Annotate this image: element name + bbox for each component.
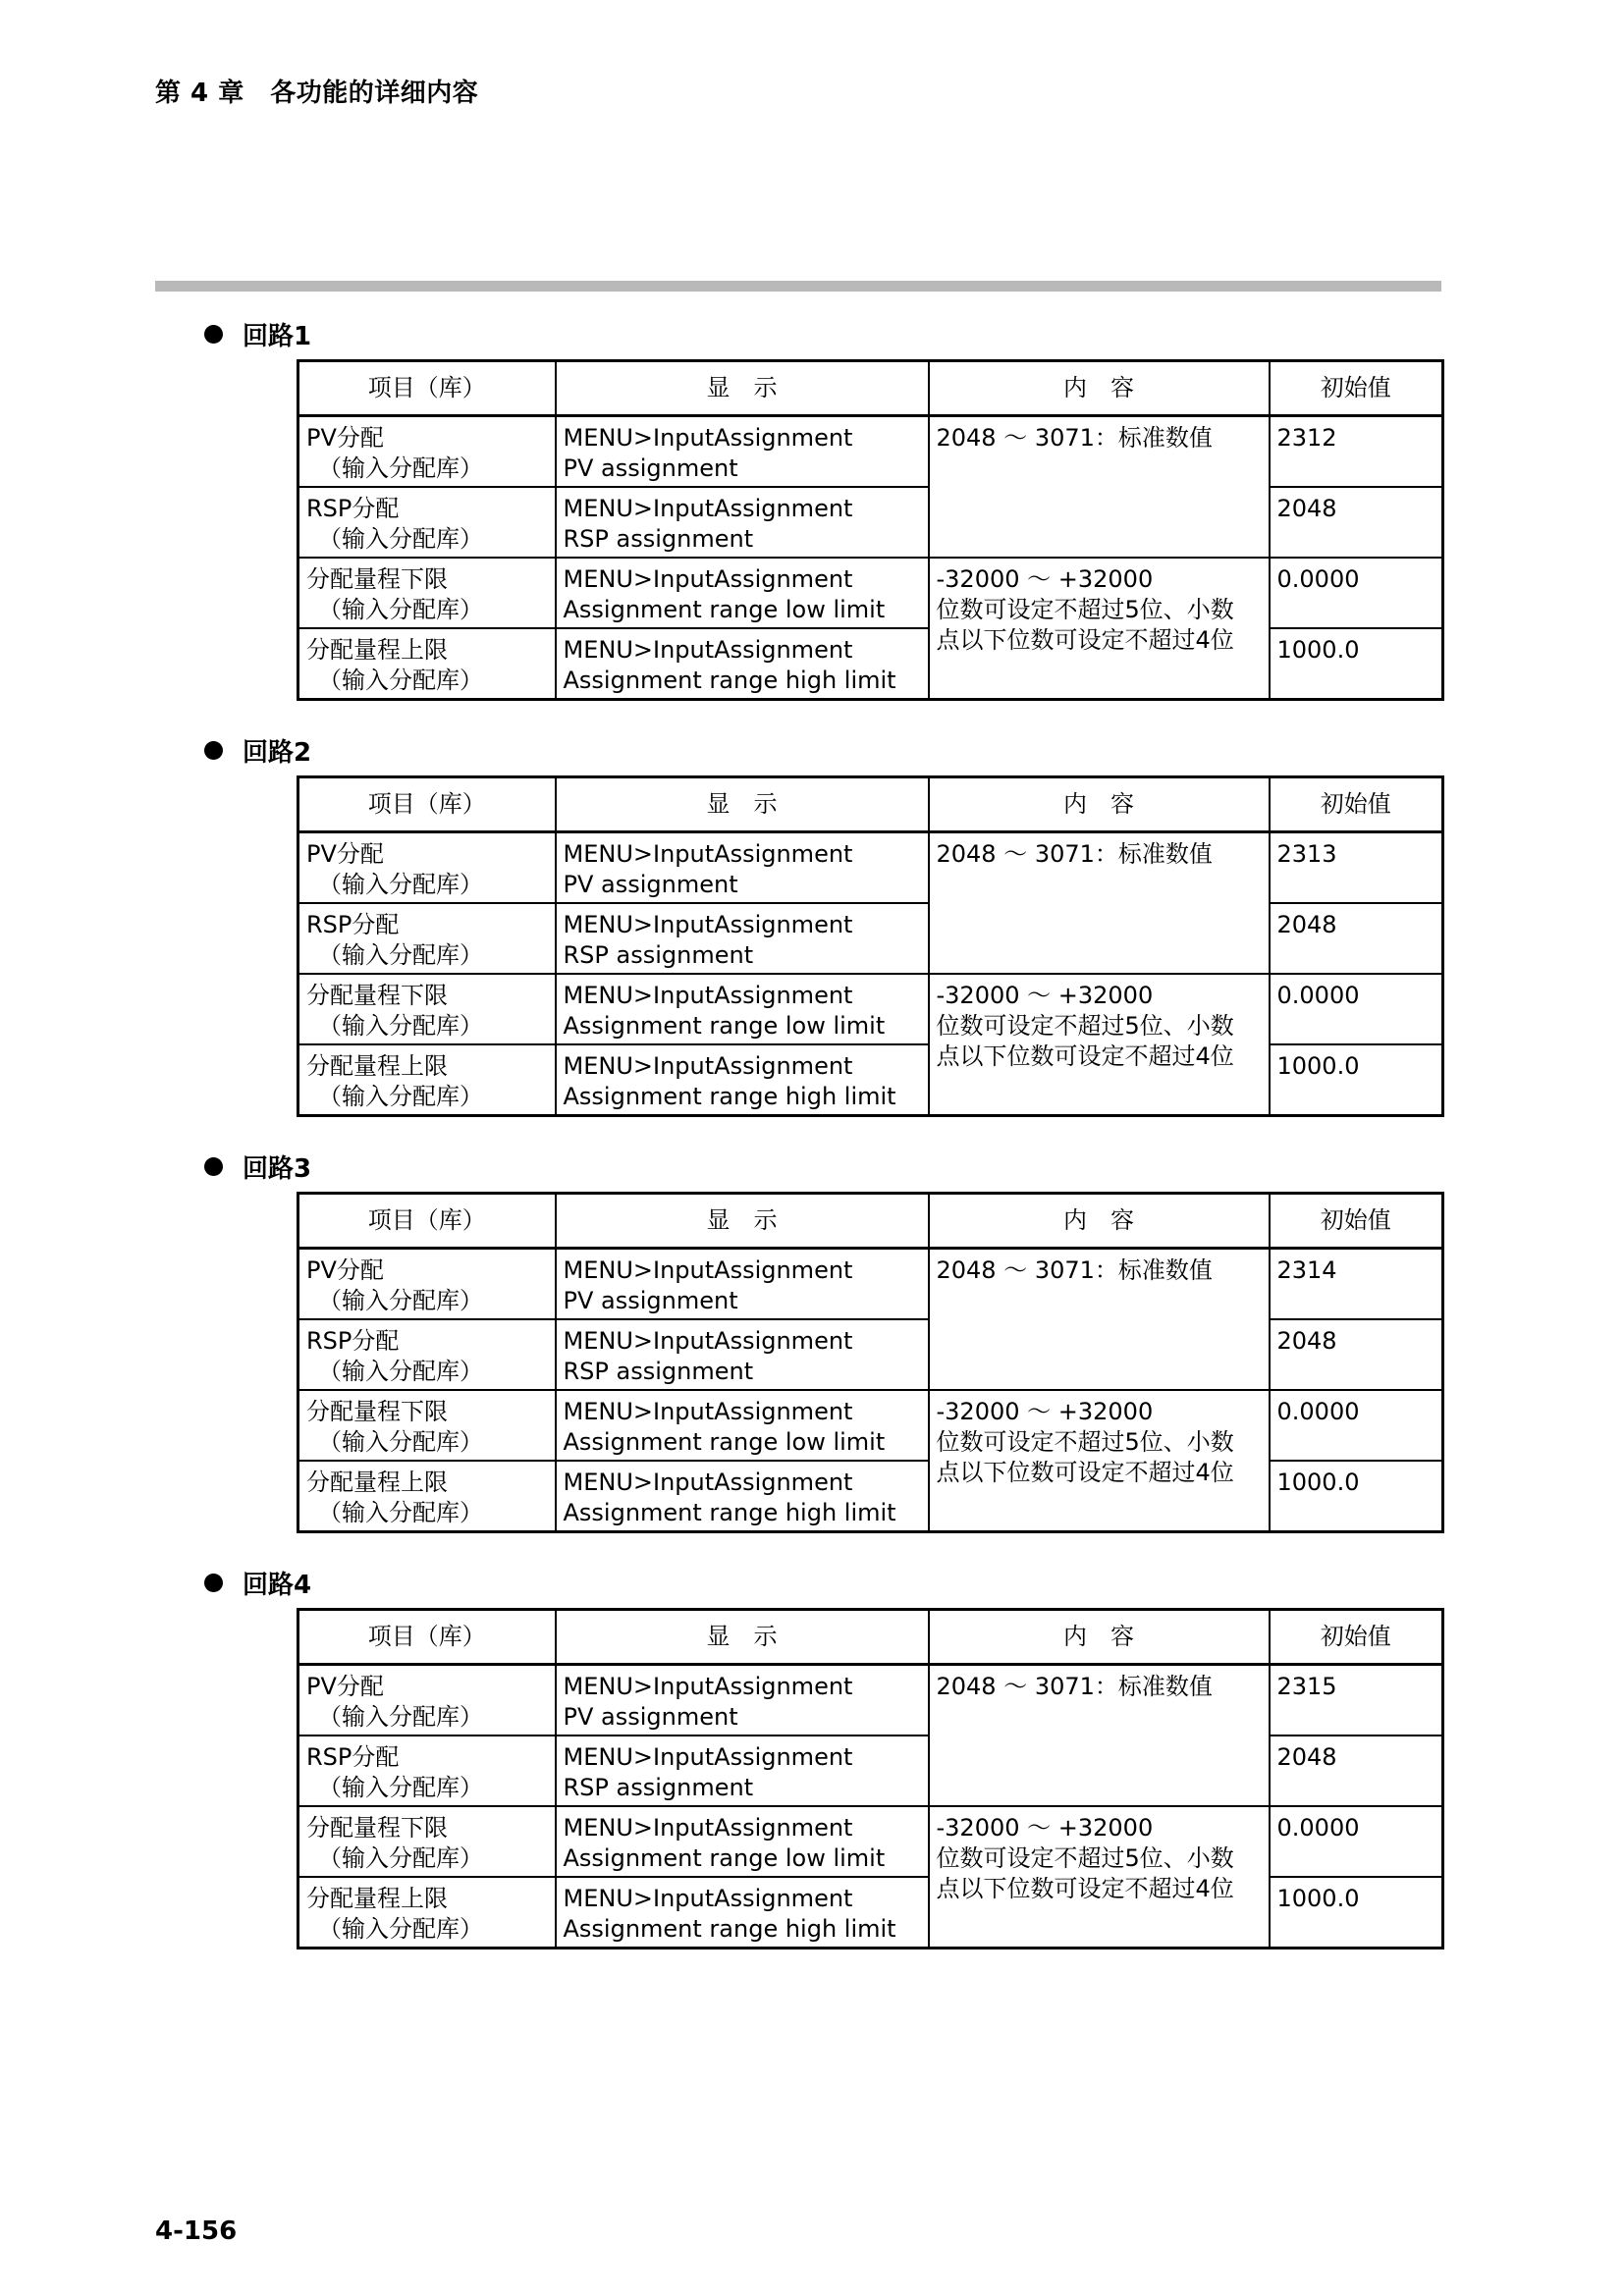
content-cell <box>929 1806 1270 1949</box>
display-name: Assignment range low limit <box>563 1012 886 1040</box>
item-name: 分配量程下限 <box>306 1814 448 1842</box>
section-heading-label: 回路4 <box>243 1571 312 1600</box>
section-heading-label: 回路1 <box>243 322 312 351</box>
initial-value: 0.0000 <box>1270 1806 1443 1877</box>
menu-path: MENU>InputAssignment <box>563 424 853 452</box>
item-cell <box>298 628 556 700</box>
display-cell <box>556 903 929 974</box>
item-library: （输入分配库） <box>318 1083 483 1110</box>
initial-value: 0.0000 <box>1270 974 1443 1044</box>
menu-path: MENU>InputAssignment <box>563 1256 853 1284</box>
display-cell <box>556 416 929 488</box>
content-range: 2048 ～ 3071：标准数值 <box>936 840 1213 868</box>
display-cell <box>556 1735 929 1806</box>
content-note: 位数可设定不超过5位、小数 <box>936 1012 1234 1040</box>
initial-value: 2048 <box>1270 1735 1443 1806</box>
display-cell <box>556 487 929 558</box>
item-library: （输入分配库） <box>318 596 483 623</box>
item-name: 分配量程上限 <box>306 636 448 664</box>
header-content: 内 容 <box>929 1610 1270 1665</box>
item-cell <box>298 416 556 488</box>
display-cell <box>556 1319 929 1390</box>
content-note: 点以下位数可设定不超过4位 <box>936 1875 1234 1902</box>
content-cell <box>929 416 1270 559</box>
display-name: Assignment range low limit <box>563 596 886 623</box>
item-cell <box>298 1249 556 1320</box>
table-row <box>298 1735 1443 1806</box>
header-item: 项目（库） <box>298 361 556 416</box>
menu-path: MENU>InputAssignment <box>563 1885 853 1912</box>
item-cell <box>298 1044 556 1116</box>
item-library: （输入分配库） <box>318 1774 483 1801</box>
bullet-icon <box>204 741 223 760</box>
table-row <box>298 558 1443 628</box>
header-initial: 初始值 <box>1270 1610 1443 1665</box>
item-name: 分配量程上限 <box>306 1885 448 1912</box>
display-name: Assignment range high limit <box>563 1499 896 1526</box>
item-cell <box>298 903 556 974</box>
item-library: （输入分配库） <box>318 871 483 898</box>
menu-path: MENU>InputAssignment <box>563 495 853 522</box>
header-content: 内 容 <box>929 777 1270 832</box>
display-name: Assignment range low limit <box>563 1844 886 1872</box>
item-cell <box>298 1877 556 1949</box>
table-row <box>298 1044 1443 1116</box>
item-name: RSP分配 <box>306 495 400 522</box>
table-row <box>298 1877 1443 1949</box>
item-cell <box>298 1665 556 1736</box>
initial-value: 2048 <box>1270 1319 1443 1390</box>
item-cell <box>298 487 556 558</box>
menu-path: MENU>InputAssignment <box>563 565 853 593</box>
section-heading <box>204 732 311 769</box>
table-row <box>298 974 1443 1044</box>
table-header-row <box>298 361 1443 416</box>
table-row <box>298 1319 1443 1390</box>
menu-path: MENU>InputAssignment <box>563 1052 853 1080</box>
item-cell <box>298 832 556 904</box>
item-cell <box>298 558 556 628</box>
menu-path: MENU>InputAssignment <box>563 1398 853 1425</box>
display-name: RSP assignment <box>563 941 754 969</box>
display-name: Assignment range high limit <box>563 667 896 694</box>
header-display: 显 示 <box>556 1194 929 1249</box>
table-row <box>298 1806 1443 1877</box>
item-library: （输入分配库） <box>318 667 483 694</box>
initial-value: 0.0000 <box>1270 558 1443 628</box>
initial-value: 2048 <box>1270 487 1443 558</box>
item-library: （输入分配库） <box>318 1287 483 1314</box>
content-note: 点以下位数可设定不超过4位 <box>936 1042 1234 1070</box>
page-number: 4-156 <box>155 2216 238 2246</box>
bullet-icon <box>204 325 223 344</box>
table-row <box>298 1249 1443 1320</box>
content-cell <box>929 1390 1270 1532</box>
header-display: 显 示 <box>556 361 929 416</box>
parameter-table <box>297 775 1444 1117</box>
display-name: PV assignment <box>563 871 738 898</box>
content-range: -32000 ～ +32000 <box>936 982 1154 1009</box>
display-cell <box>556 1877 929 1949</box>
content-note: 位数可设定不超过5位、小数 <box>936 1428 1234 1456</box>
item-library: （输入分配库） <box>318 1844 483 1872</box>
table-header-row <box>298 777 1443 832</box>
menu-path: MENU>InputAssignment <box>563 1468 853 1496</box>
content-note: 位数可设定不超过5位、小数 <box>936 1844 1234 1872</box>
display-cell <box>556 1461 929 1532</box>
header-display: 显 示 <box>556 1610 929 1665</box>
table-row <box>298 1665 1443 1736</box>
initial-value: 1000.0 <box>1270 1044 1443 1116</box>
table-row <box>298 832 1443 904</box>
content-cell <box>929 832 1270 975</box>
display-cell <box>556 1390 929 1461</box>
item-library: （输入分配库） <box>318 941 483 969</box>
menu-path: MENU>InputAssignment <box>563 840 853 868</box>
item-name: 分配量程下限 <box>306 1398 448 1425</box>
content-range: 2048 ～ 3071：标准数值 <box>936 424 1213 452</box>
table-header-row <box>298 1194 1443 1249</box>
display-name: RSP assignment <box>563 1774 754 1801</box>
bullet-icon <box>204 1157 223 1176</box>
display-name: Assignment range high limit <box>563 1083 896 1110</box>
section-heading-label: 回路2 <box>243 738 312 768</box>
display-cell <box>556 628 929 700</box>
display-cell <box>556 832 929 904</box>
menu-path: MENU>InputAssignment <box>563 1673 853 1700</box>
display-name: RSP assignment <box>563 1358 754 1385</box>
initial-value: 2312 <box>1270 416 1443 488</box>
table-row <box>298 487 1443 558</box>
content-range: -32000 ～ +32000 <box>936 565 1154 593</box>
display-cell <box>556 974 929 1044</box>
display-name: Assignment range low limit <box>563 1428 886 1456</box>
item-cell <box>298 974 556 1044</box>
item-library: （输入分配库） <box>318 454 483 482</box>
item-name: PV分配 <box>306 424 384 452</box>
table-row <box>298 416 1443 488</box>
parameter-table <box>297 359 1444 701</box>
chapter-title: 第 4 章 各功能的详细内容 <box>155 79 479 108</box>
item-name: RSP分配 <box>306 1743 400 1771</box>
parameter-table <box>297 1608 1444 1949</box>
item-cell <box>298 1806 556 1877</box>
section-heading <box>204 316 311 352</box>
item-library: （输入分配库） <box>318 1499 483 1526</box>
display-name: RSP assignment <box>563 525 754 553</box>
item-cell <box>298 1461 556 1532</box>
initial-value: 1000.0 <box>1270 628 1443 700</box>
content-note: 点以下位数可设定不超过4位 <box>936 626 1234 654</box>
item-library: （输入分配库） <box>318 525 483 553</box>
menu-path: MENU>InputAssignment <box>563 982 853 1009</box>
menu-path: MENU>InputAssignment <box>563 1814 853 1842</box>
item-cell <box>298 1319 556 1390</box>
content-note: 点以下位数可设定不超过4位 <box>936 1459 1234 1486</box>
header-initial: 初始值 <box>1270 777 1443 832</box>
content-cell <box>929 974 1270 1116</box>
header-initial: 初始值 <box>1270 1194 1443 1249</box>
header-item: 项目（库） <box>298 1194 556 1249</box>
section-heading-label: 回路3 <box>243 1154 312 1184</box>
header-content: 内 容 <box>929 361 1270 416</box>
initial-value: 2048 <box>1270 903 1443 974</box>
initial-value: 2314 <box>1270 1249 1443 1320</box>
display-name: PV assignment <box>563 454 738 482</box>
item-cell <box>298 1390 556 1461</box>
item-name: 分配量程下限 <box>306 982 448 1009</box>
display-cell <box>556 1044 929 1116</box>
header-item: 项目（库） <box>298 777 556 832</box>
table-header-row <box>298 1610 1443 1665</box>
display-name: PV assignment <box>563 1703 738 1731</box>
item-name: 分配量程下限 <box>306 565 448 593</box>
initial-value: 2315 <box>1270 1665 1443 1736</box>
header-item: 项目（库） <box>298 1610 556 1665</box>
display-cell <box>556 1665 929 1736</box>
item-name: PV分配 <box>306 840 384 868</box>
item-name: RSP分配 <box>306 1327 400 1355</box>
header-content: 内 容 <box>929 1194 1270 1249</box>
header-rule <box>155 281 1441 292</box>
item-library: （输入分配库） <box>318 1915 483 1943</box>
display-cell <box>556 558 929 628</box>
bullet-icon <box>204 1574 223 1592</box>
menu-path: MENU>InputAssignment <box>563 911 853 938</box>
content-range: 2048 ～ 3071：标准数值 <box>936 1673 1213 1700</box>
item-library: （输入分配库） <box>318 1703 483 1731</box>
menu-path: MENU>InputAssignment <box>563 1327 853 1355</box>
initial-value: 1000.0 <box>1270 1877 1443 1949</box>
item-name: PV分配 <box>306 1256 384 1284</box>
table-row <box>298 1390 1443 1461</box>
item-name: 分配量程上限 <box>306 1468 448 1496</box>
content-note: 位数可设定不超过5位、小数 <box>936 596 1234 623</box>
content-cell <box>929 1665 1270 1807</box>
content-cell <box>929 558 1270 700</box>
display-name: Assignment range high limit <box>563 1915 896 1943</box>
initial-value: 0.0000 <box>1270 1390 1443 1461</box>
table-row <box>298 1461 1443 1532</box>
initial-value: 2313 <box>1270 832 1443 904</box>
item-name: RSP分配 <box>306 911 400 938</box>
section-heading <box>204 1148 311 1185</box>
item-library: （输入分配库） <box>318 1358 483 1385</box>
content-range: -32000 ～ +32000 <box>936 1814 1154 1842</box>
item-library: （输入分配库） <box>318 1012 483 1040</box>
menu-path: MENU>InputAssignment <box>563 636 853 664</box>
content-cell <box>929 1249 1270 1391</box>
table-row <box>298 903 1443 974</box>
table-row <box>298 628 1443 700</box>
item-name: 分配量程上限 <box>306 1052 448 1080</box>
display-cell <box>556 1249 929 1320</box>
item-name: PV分配 <box>306 1673 384 1700</box>
display-name: PV assignment <box>563 1287 738 1314</box>
content-range: -32000 ～ +32000 <box>936 1398 1154 1425</box>
content-range: 2048 ～ 3071：标准数值 <box>936 1256 1213 1284</box>
parameter-table <box>297 1192 1444 1533</box>
initial-value: 1000.0 <box>1270 1461 1443 1532</box>
item-cell <box>298 1735 556 1806</box>
header-display: 显 示 <box>556 777 929 832</box>
display-cell <box>556 1806 929 1877</box>
item-library: （输入分配库） <box>318 1428 483 1456</box>
header-initial: 初始值 <box>1270 361 1443 416</box>
menu-path: MENU>InputAssignment <box>563 1743 853 1771</box>
section-heading <box>204 1565 311 1601</box>
